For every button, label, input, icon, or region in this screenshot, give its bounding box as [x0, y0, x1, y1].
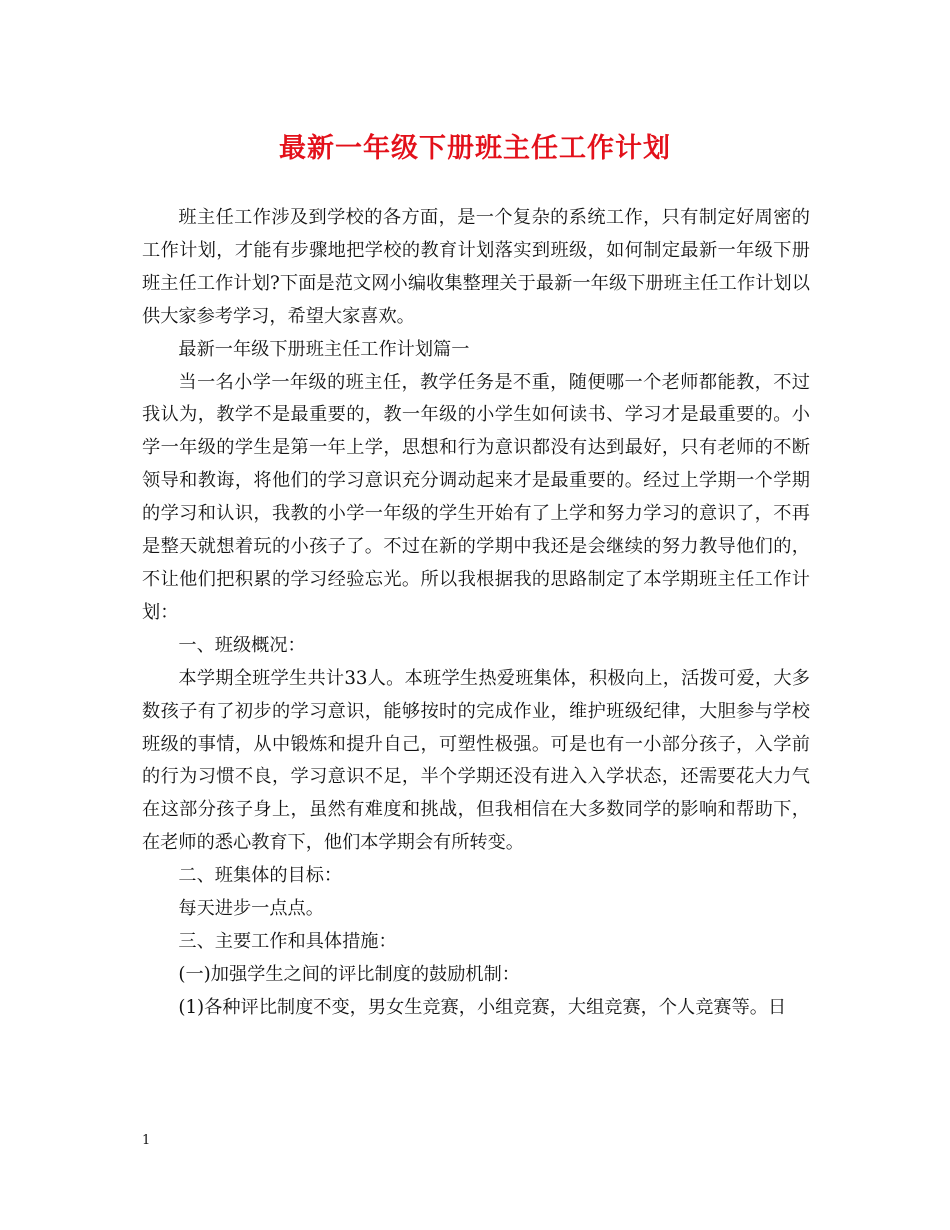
page-title: 最新一年级下册班主任工作计划 [279, 133, 671, 164]
body-paragraph: 本学期全班学生共计33人。本班学生热爱班集体，积极向上，活拨可爱，大多数孩子有了初步的学习意识，能够按时的完成作业，维护班级纪律，大胆参与学校班级的事情，从中锻炼和提升自己，可塑性极强。可是也有一小部分孩子，入学前的行为习惯不良，学习意识不足，半个学期还没有进入入学状态，还需要花大力气在这部分孩子身上，虽然有难度和挑战，但我相信在大多数同学的影响和帮助下，在老师的悉心教育下，他们本学期会有所转变。 [142, 667, 810, 854]
section-heading-class-overview: 一、班级概况： [178, 634, 306, 656]
body-paragraph: 每天进步一点点。 [178, 898, 324, 920]
sub-heading: (一)加强学生之间的评比制度的鼓励机制： [178, 963, 520, 985]
document-body [142, 202, 810, 1025]
section-heading-part-one: 最新一年级下册班主任工作计划篇一 [178, 338, 470, 360]
body-paragraph: 当一名小学一年级的班主任，教学任务是不重，随便哪一个老师都能教，不过我认为，教学不是最重要的，教一年级的小学生如何读书、学习才是最重要的。小学一年级的学生是第一年上学，思想和行为意识都没有达到最好，只有老师的不断领导和教诲，将他们的学习意识充分调动起来才是最重要的。经过上学期一个学期的学习和认识，我教的小学一年级的学生开始有了上学和努力学习的意识了，不再是整天就想着玩的小孩子了。不过在新的学期中我还是会继续的努力教导他们的，不让他们把积累的学习经验忘光。所以我根据我的思路制定了本学期班主任工作计划： [142, 371, 810, 623]
section-heading-main-work: 三、主要工作和具体措施： [178, 930, 397, 952]
page-number: 1 [142, 1133, 151, 1148]
intro-paragraph: 班主任工作涉及到学校的各方面，是一个复杂的系统工作，只有制定好周密的工作计划，才能有步骤地把学校的教育计划落实到班级，如何制定最新一年级下册班主任工作计划?下面是范文网小编收集整理关于最新一年级下册班主任工作计划以供大家参考学习，希望大家喜欢。 [142, 207, 810, 327]
list-item: (1)各种评比制度不变，男女生竞赛，小组竞赛，大组竞赛，个人竞赛等。日 [178, 996, 787, 1018]
section-heading-class-goal: 二、班集体的目标： [178, 865, 343, 887]
